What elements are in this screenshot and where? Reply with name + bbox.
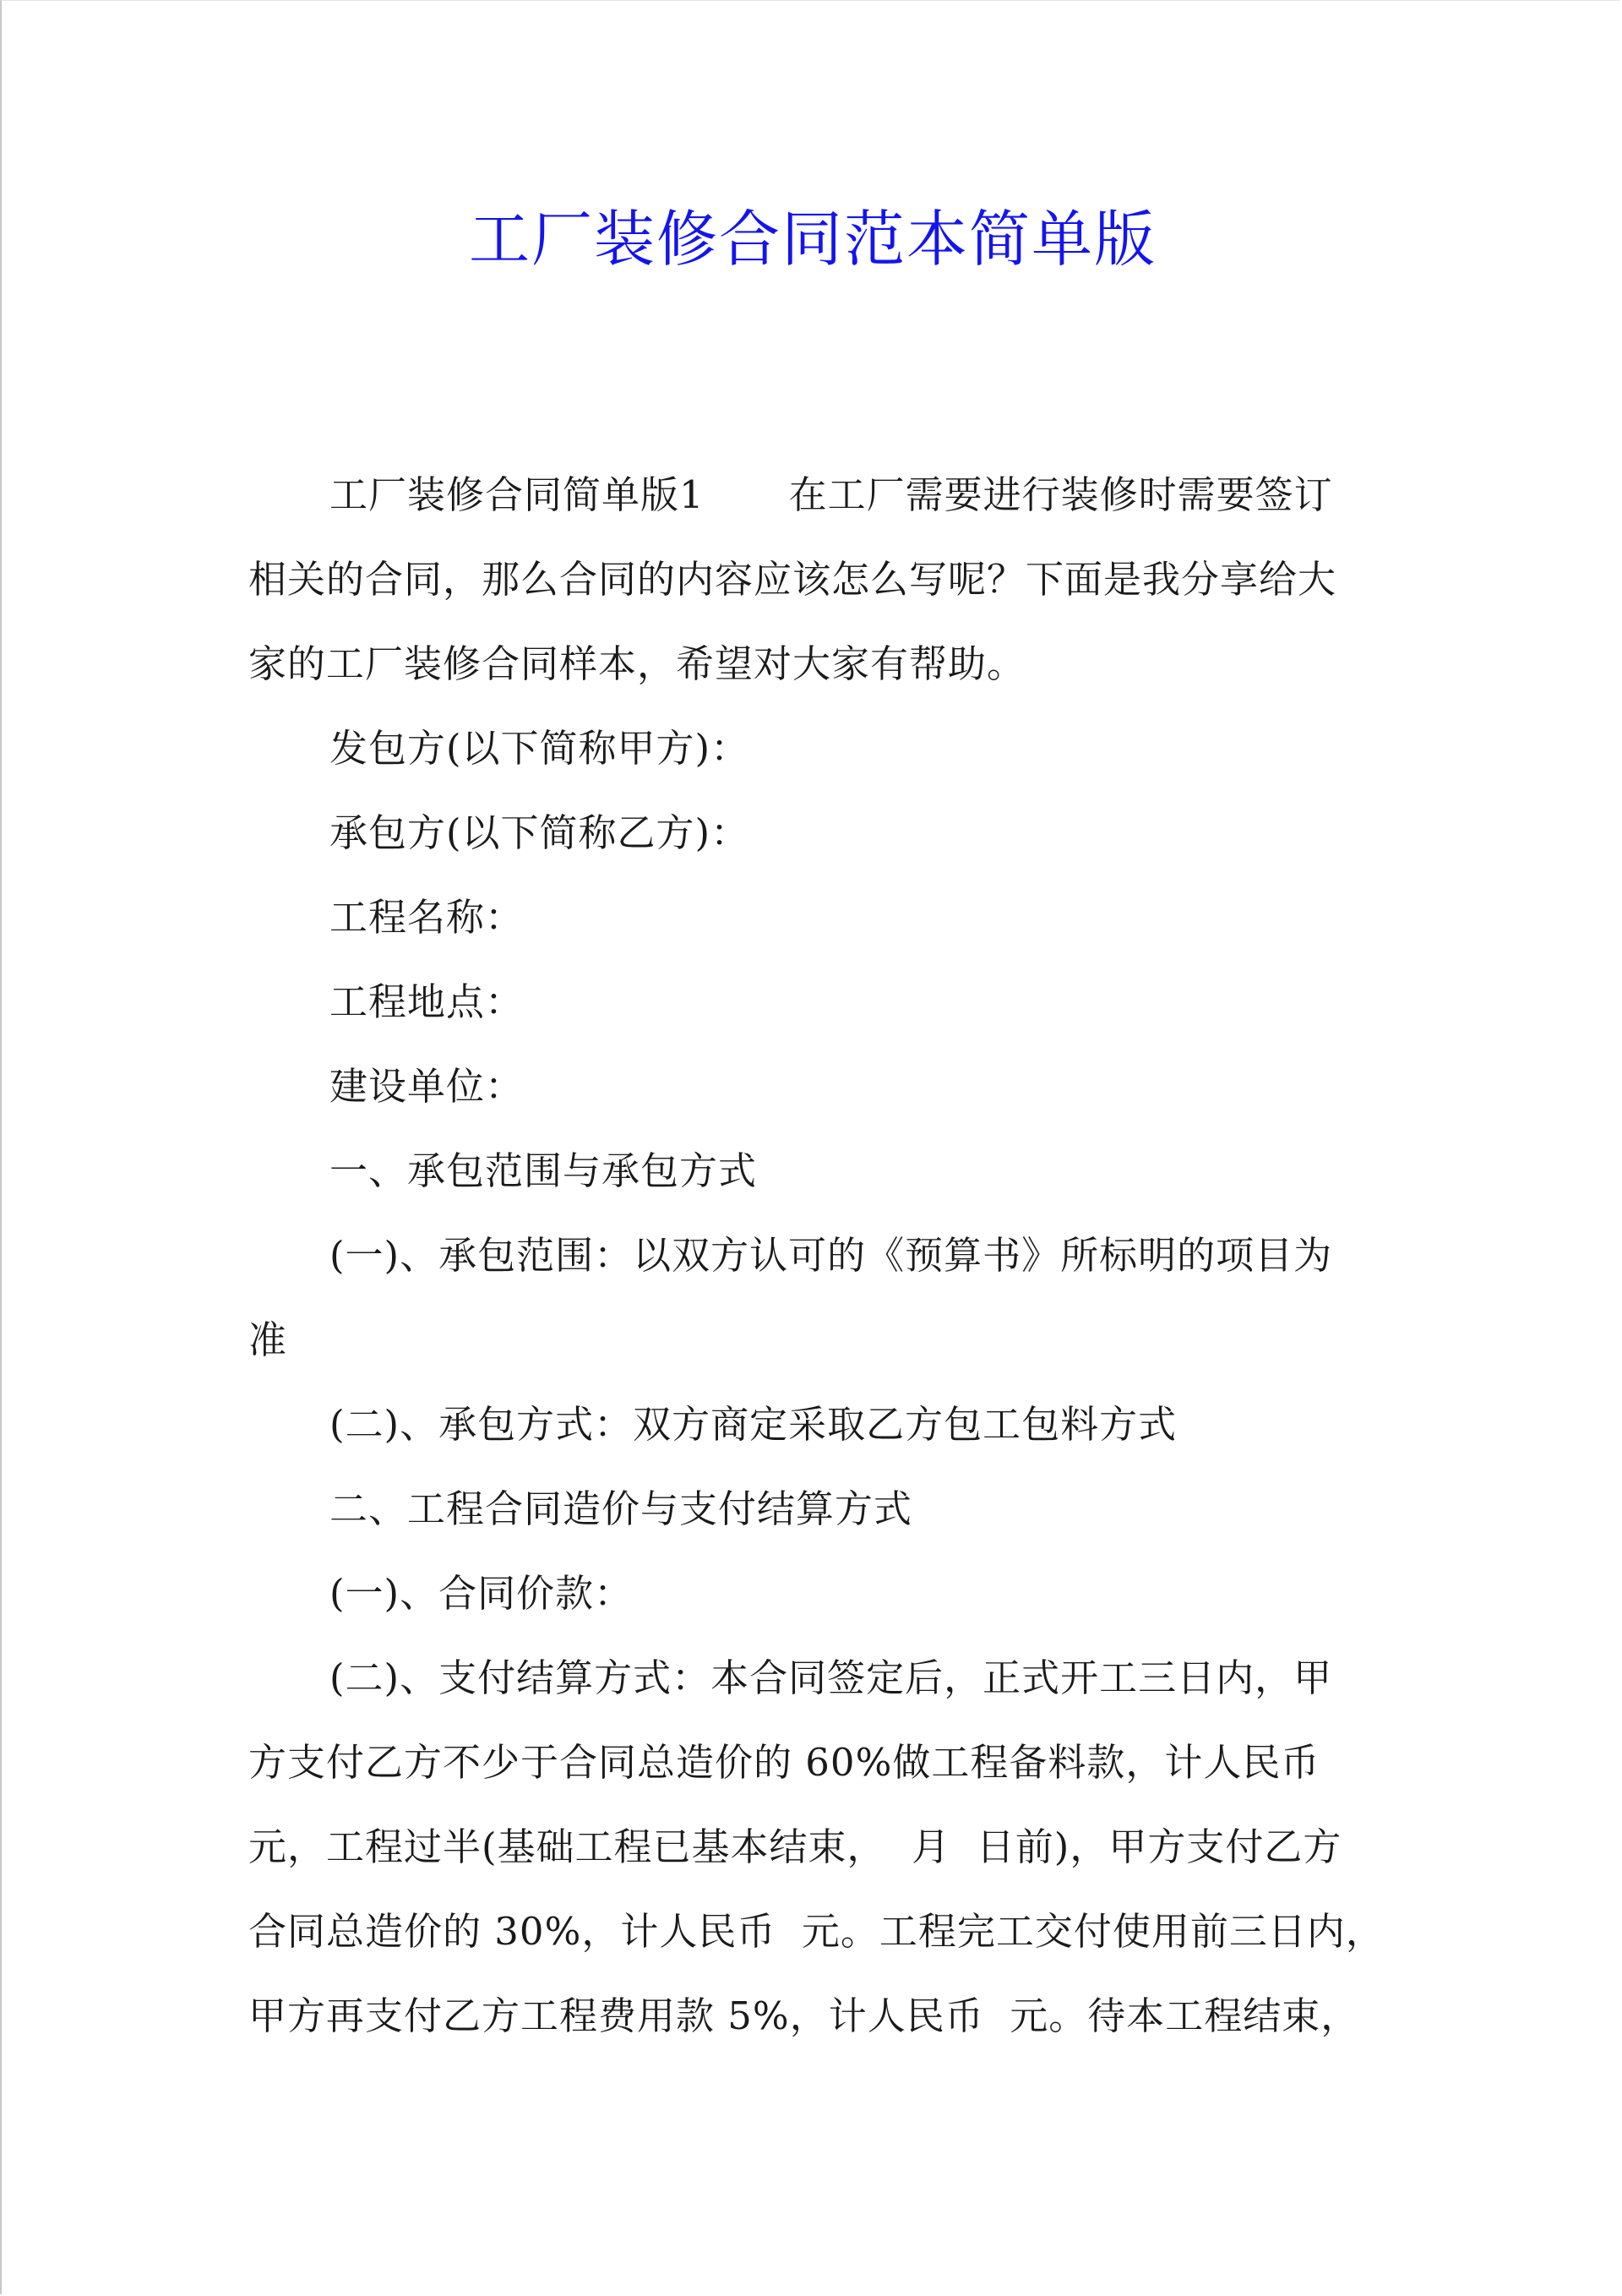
section-2-item-1: (一)、合同价款： <box>329 1571 634 1616</box>
section-1-item-1-line-2: 准 <box>248 1317 288 1362</box>
intro-line-3: 家的工厂装修合同样本，希望对大家有帮助。 <box>248 641 1026 686</box>
intro-line-1-text: 在工厂需要进行装修时需要签订 <box>788 472 1333 517</box>
intro-line-2: 相关的合同，那么合同的内容应该怎么写呢？下面是我分享给大 <box>248 557 1337 602</box>
field-construction-unit: 建设单位： <box>329 1064 525 1109</box>
section-1-item-2: (二)、承包方式：双方商定采取乙方包工包料方式 <box>329 1402 1178 1447</box>
field-party-b: 承包方(以下简称乙方)： <box>329 810 750 855</box>
intro-heading: 工厂装修合同简单版1 <box>329 472 705 517</box>
section-2-heading: 二、工程合同造价与支付结算方式 <box>329 1486 913 1531</box>
section-2-item-2-line-1: (二)、支付结算方式：本合同签定后，正式开工三日内，甲 <box>329 1655 1333 1700</box>
section-1-item-1-line-1: (一)、承包范围：以双方认可的《预算书》所标明的项目为 <box>329 1233 1333 1278</box>
field-project-location: 工程地点： <box>329 979 525 1024</box>
field-project-name: 工程名称： <box>329 895 525 940</box>
section-2-item-2-line-5: 甲方再支付乙方工程费用款 5%，计人民币 元。待本工程结束， <box>248 1993 1360 2038</box>
section-2-item-2-line-4: 合同总造价的 30%，计人民币 元。工程完工交付使用前三日内， <box>248 1909 1385 1954</box>
field-party-a: 发包方(以下简称甲方)： <box>329 726 750 771</box>
section-2-item-2-line-3: 元，工程过半(基础工程已基本结束， 月 日前)，甲方支付乙方 <box>248 1824 1342 1869</box>
intro-line-1 <box>248 453 1380 537</box>
document-title: 工厂装修合同范本简单版 <box>468 204 1157 275</box>
section-1-heading: 一、承包范围与承包方式 <box>329 1148 758 1193</box>
section-2-item-2-line-2: 方支付乙方不少于合同总造价的 60%做工程备料款，计人民币 <box>248 1740 1320 1785</box>
document-body <box>248 453 1385 2059</box>
